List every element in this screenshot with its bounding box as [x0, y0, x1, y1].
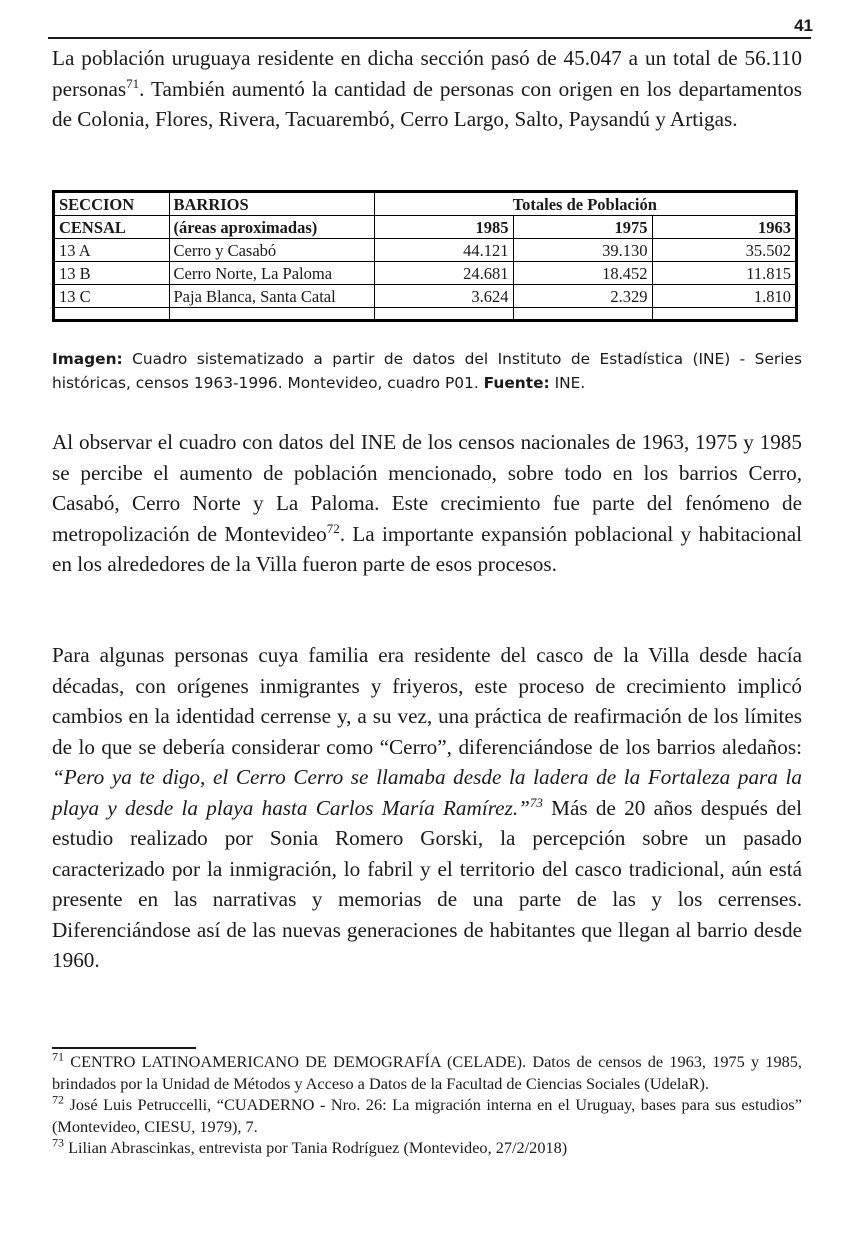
- paragraph-1-text-a: La población uruguaya residente en dicha sección pasó de 45.047 a un total de 56.110 personas: [52, 46, 802, 101]
- census-table: [55, 193, 795, 322]
- table-header-row-1: [55, 193, 795, 216]
- header-areas: (áreas aproximadas): [169, 216, 374, 239]
- paragraph-1: [52, 43, 802, 135]
- image-caption: [52, 347, 802, 395]
- footnote-rule: [52, 1047, 196, 1049]
- footnote-text: José Luis Petruccelli, “CUADERNO - Nro. 26: La migración interna en el Uruguay, bases para sus estudios” (Montevideo, CIESU, 1979), 7.: [52, 1095, 802, 1136]
- header-rule: [48, 37, 811, 39]
- cell-barrio: Cerro y Casabó: [169, 239, 374, 262]
- footnote-ref-73[interactable]: 73: [529, 794, 543, 810]
- footnote-ref-71[interactable]: 71: [126, 75, 140, 91]
- cell-1985: 24.681: [374, 262, 513, 285]
- footnote-ref-72[interactable]: 72: [326, 520, 340, 536]
- interview-quote: “Pero ya te digo, el Cerro Cerro se llamaba desde la ladera de la Fortaleza para la playa y desde la playa hasta Carlos María Ramírez.”: [52, 765, 802, 820]
- cell-1975: 2.329: [513, 285, 652, 308]
- footnote-number: 71: [52, 1049, 64, 1064]
- paragraph-2-text-b: . La importante expansión poblacional y habitacional en los alrededores de la Villa fueron parte de esos procesos.: [52, 521, 802, 576]
- caption-label-imagen: Imagen:: [52, 350, 123, 368]
- cell-1963: 11.815: [652, 262, 795, 285]
- cell-1985: 3.624: [374, 285, 513, 308]
- paragraph-3-text-b: Más de 20 años después del estudio realizado por Sonia Romero Gorski, la percepción sobre un pasado caracterizado por la inmigración, lo fabril y el territorio del casco tradicional, aún está presente en las narrativas y memorias de una parte de las y los cerrenses. Diferenciándose así de las nuevas generaciones de habitantes que llegan al barrio desde 1960.: [52, 795, 802, 972]
- footnote-text: Lilian Abrascinkas, entrevista por Tania Rodríguez (Montevideo, 27/2/2018): [64, 1138, 568, 1157]
- header-seccion: SECCION: [55, 193, 169, 216]
- cell-seccion: 13 C: [55, 285, 169, 308]
- header-year-1963: 1963: [652, 216, 795, 239]
- table-row-cropped: [55, 308, 795, 323]
- footnote-text: CENTRO LATINOAMERICANO DE DEMOGRAFÍA (CELADE). Datos de censos de 1963, 1975 y 1985, brindados por la Unidad de Métodos y Acceso a Datos de la Facultad de Ciencias Sociales (UdelaR).: [52, 1052, 802, 1093]
- table-row: [55, 285, 795, 308]
- cell-seccion: 13 B: [55, 262, 169, 285]
- paragraph-3-text-a: Para algunas personas cuya familia era residente del casco de la Villa desde hacía décadas, con orígenes inmigrantes y friyeros, este proceso de crecimiento implicó cambios en la identidad cerrense y, a su vez, una práctica de reafirmación de los límites de lo que se debería considerar como “Cerro”, diferenciándose de los barrios aledaños:: [52, 643, 802, 759]
- cell-1975: 39.130: [513, 239, 652, 262]
- table-header-row-2: [55, 216, 795, 239]
- paragraph-3: [52, 640, 802, 976]
- table-row: [55, 239, 795, 262]
- footnote-72: [52, 1094, 802, 1137]
- table-row: [55, 262, 795, 285]
- cell-1963: 1.810: [652, 285, 795, 308]
- paragraph-2-text-a: Al observar el cuadro con datos del INE de los censos nacionales de 1963, 1975 y 1985 se percibe el aumento de población mencionado, sobre todo en los barrios Cerro, Casabó, Cerro Norte y La Paloma. Este crecimiento fue parte del fenómeno de metropolización de Montevideo: [52, 430, 802, 546]
- cell-1985: 44.121: [374, 239, 513, 262]
- footnote-73: [52, 1137, 802, 1159]
- cell-barrio: Cerro Norte, La Paloma: [169, 262, 374, 285]
- cell-1963: 35.502: [652, 239, 795, 262]
- footnotes: [52, 1051, 802, 1159]
- header-totales: Totales de Población: [374, 193, 795, 216]
- paragraph-1-text-b: . También aumentó la cantidad de personas con origen en los departamentos de Colonia, Flores, Rivera, Tacuarembó, Cerro Largo, Salto, Paysandú y Artigas.: [52, 76, 802, 131]
- cell-seccion: 13 A: [55, 239, 169, 262]
- header-year-1985: 1985: [374, 216, 513, 239]
- caption-label-fuente: Fuente:: [483, 374, 550, 392]
- footnote-number: 72: [52, 1092, 64, 1107]
- cell-1975: 18.452: [513, 262, 652, 285]
- caption-source: INE.: [549, 374, 586, 392]
- caption-text: Cuadro sistematizado a partir de datos del Instituto de Estadística (INE) - Series históricas, censos 1963-1996. Montevideo, cuadro P01.: [52, 350, 802, 392]
- header-barrios: BARRIOS: [169, 193, 374, 216]
- footnote-71: [52, 1051, 802, 1094]
- census-table-image: [52, 190, 798, 322]
- footnote-number: 73: [52, 1135, 64, 1150]
- header-year-1975: 1975: [513, 216, 652, 239]
- page-number: 41: [794, 16, 813, 35]
- header-censal: CENSAL: [55, 216, 169, 239]
- cell-barrio: Paja Blanca, Santa Catal: [169, 285, 374, 308]
- paragraph-2: [52, 427, 802, 580]
